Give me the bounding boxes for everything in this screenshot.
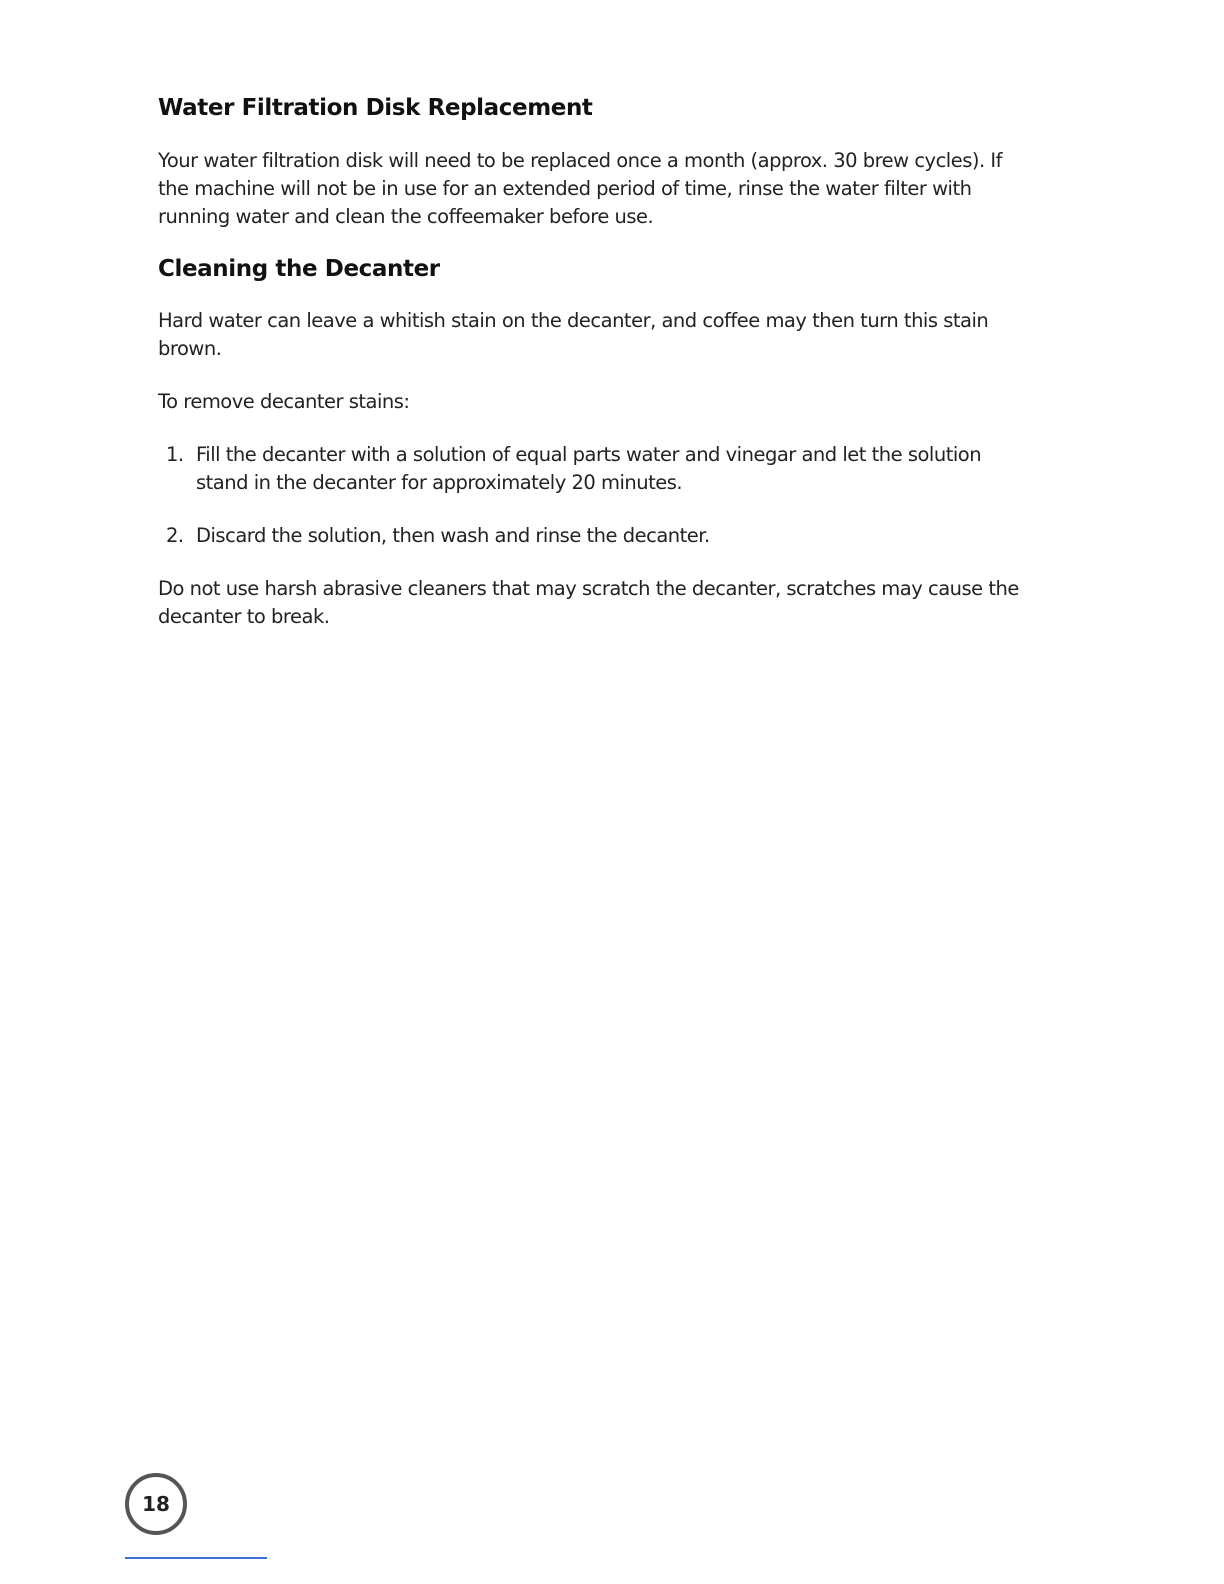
steps-list [158, 441, 1038, 550]
section-title-decanter: Cleaning the Decanter [158, 256, 440, 282]
section-title-filtration: Water Filtration Disk Replacement [158, 95, 593, 121]
page-number: 18 [142, 1492, 170, 1516]
section-body-filtration: Your water filtration disk will need to be replaced once a month (approx. 30 brew cycles). If the machine will not be in use for an extended period of time, rinse the water filter with running water and clean the coffeemaker before use. [158, 149, 1003, 228]
list-item [158, 522, 1038, 550]
footer-rule [125, 1557, 267, 1559]
page-number-badge [125, 1473, 187, 1535]
step-number: 1. [166, 443, 184, 466]
step-text: Discard the solution, then wash and rinse the decanter. [196, 524, 710, 547]
steps-intro: To remove decanter stains: [158, 390, 410, 413]
step-text: Fill the decanter with a solution of equal parts water and vinegar and let the solution stand in the decanter for approximately 20 minutes. [196, 443, 982, 494]
step-number: 2. [166, 524, 184, 547]
warning-note: Do not use harsh abrasive cleaners that may scratch the decanter, scratches may cause the decanter to break. [158, 577, 1019, 628]
page-content [158, 92, 1038, 631]
section-body-decanter: Hard water can leave a whitish stain on the decanter, and coffee may then turn this stain brown. [158, 309, 989, 360]
list-item [158, 441, 1038, 497]
